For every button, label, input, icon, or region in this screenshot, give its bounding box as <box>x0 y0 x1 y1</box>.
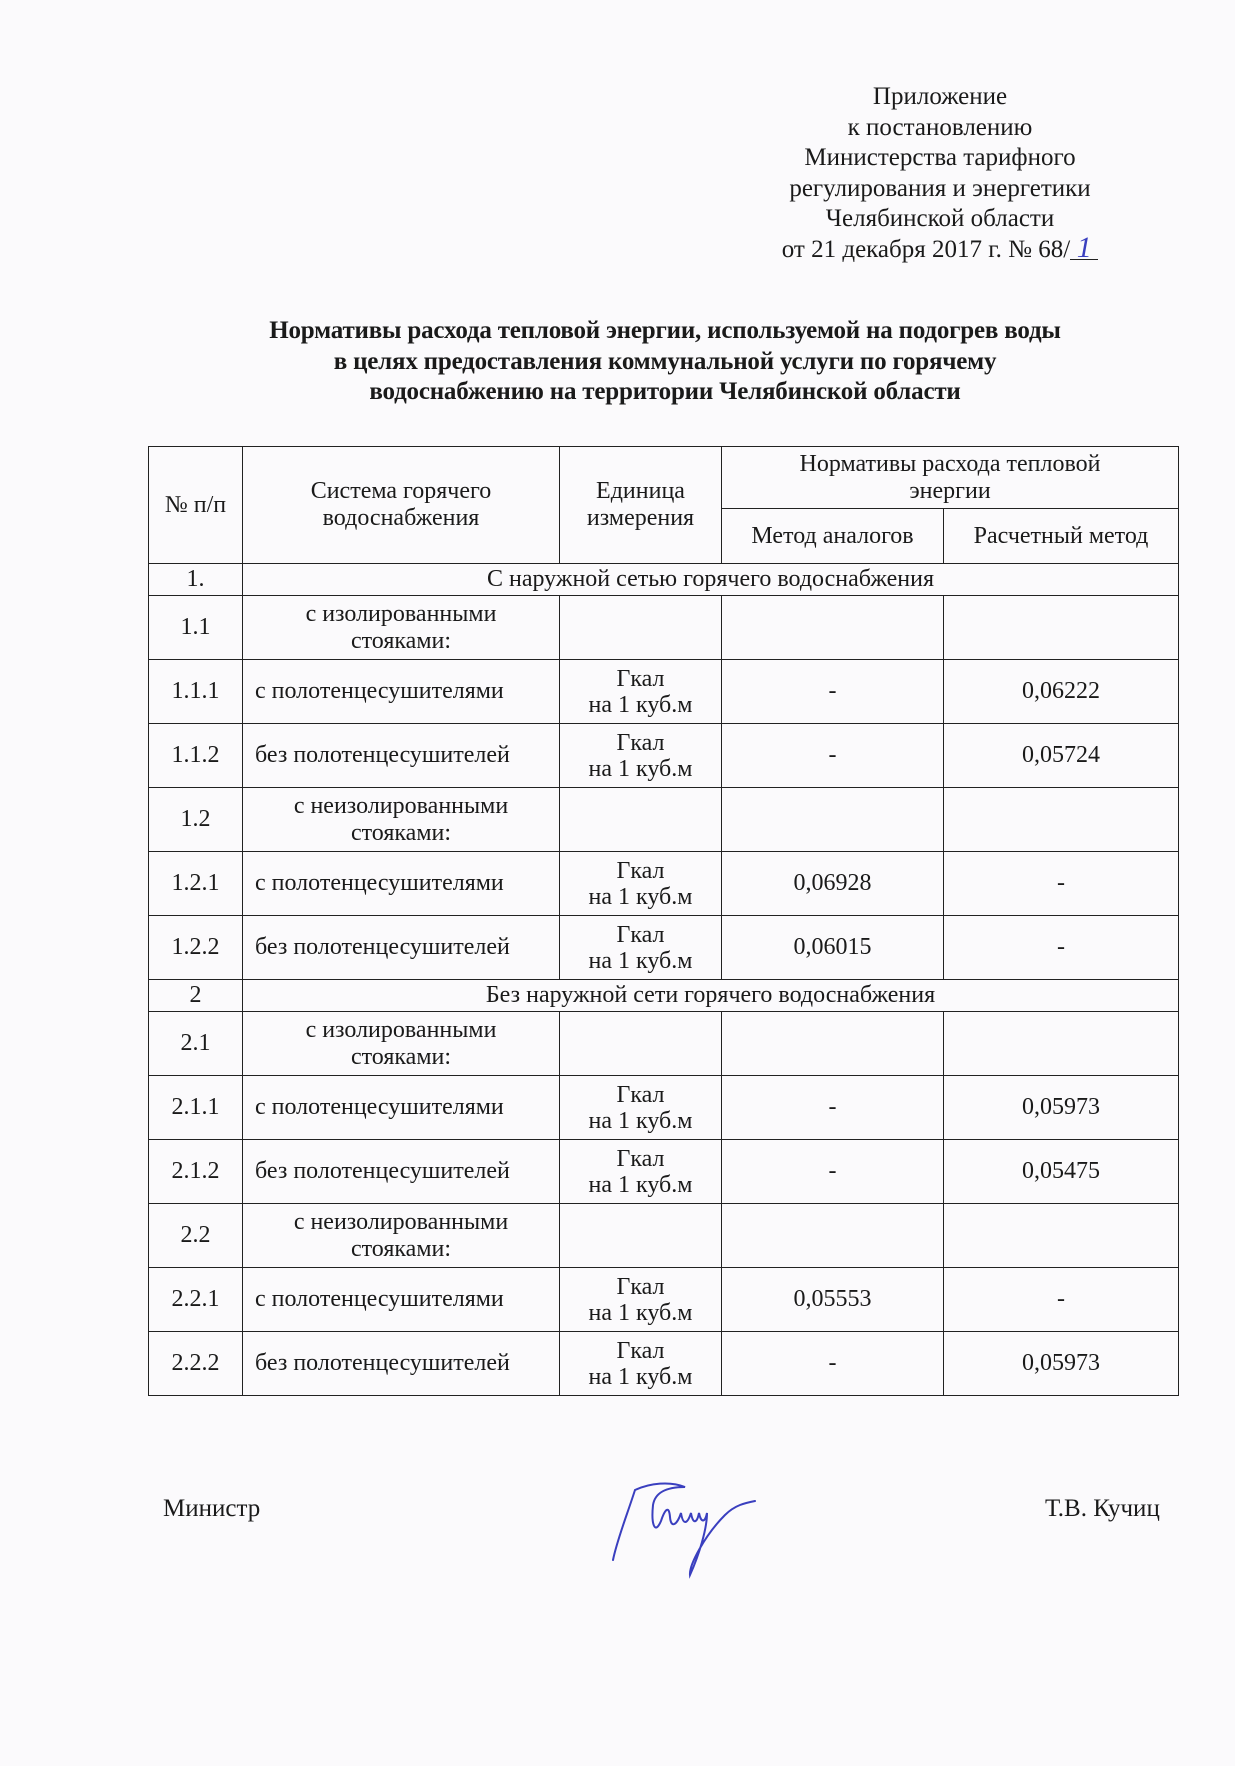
row-system: без полотенцесушителей <box>243 916 560 980</box>
row-calc-value: - <box>944 852 1179 916</box>
document-title <box>150 316 1180 408</box>
row-unit <box>560 788 722 852</box>
unit-line-2: на 1 куб.м <box>588 1107 693 1134</box>
row-num: 1.2 <box>149 788 243 852</box>
row-num: 1.2.1 <box>149 852 243 916</box>
row-analog-value: 0,06015 <box>722 916 944 980</box>
unit-line-2: на 1 куб.м <box>588 691 693 718</box>
row-unit <box>560 1012 722 1076</box>
row-calc-value: - <box>944 916 1179 980</box>
appendix-line: Приложение <box>872 83 1008 110</box>
appendix-date-text: от 21 декабря 2017 г. № 68/ <box>781 235 1071 263</box>
row-calc-value: - <box>944 1268 1179 1332</box>
row-num: 2.1 <box>149 1012 243 1076</box>
row-analog-value <box>722 596 944 660</box>
table-header-row <box>149 447 1179 509</box>
row-calc-value <box>944 788 1179 852</box>
row-analog-value <box>722 1012 944 1076</box>
table-row <box>149 1076 1179 1140</box>
row-unit <box>560 852 722 916</box>
row-unit <box>560 1204 722 1268</box>
row-system: с полотенцесушителями <box>243 660 560 724</box>
row-system: с полотенцесушителями <box>243 852 560 916</box>
row-unit <box>560 1140 722 1204</box>
section-num: 1. <box>149 564 243 596</box>
table-row <box>149 660 1179 724</box>
row-analog-value <box>722 1204 944 1268</box>
section-row <box>149 980 1179 1012</box>
unit-line-2: на 1 куб.м <box>588 883 693 910</box>
row-analog-value: 0,06928 <box>722 852 944 916</box>
handwritten-number: 1 <box>1070 237 1098 260</box>
row-unit <box>560 724 722 788</box>
table-row <box>149 788 1179 852</box>
title-line: Нормативы расхода тепловой энергии, используемой на подогрев воды <box>269 317 1061 344</box>
minister-title: Министр <box>163 1495 261 1522</box>
row-num: 2.2 <box>149 1204 243 1268</box>
row-system: с изолированными стояками: <box>243 1012 560 1076</box>
row-analog-value: - <box>722 1076 944 1140</box>
signature-icon <box>595 1465 855 1585</box>
row-unit <box>560 660 722 724</box>
row-unit <box>560 596 722 660</box>
row-system: без полотенцесушителей <box>243 1140 560 1204</box>
unit-line-2: на 1 куб.м <box>588 947 693 974</box>
unit-line-1: Гкал <box>616 1337 665 1364</box>
row-num: 2.1.2 <box>149 1140 243 1204</box>
table-row <box>149 1332 1179 1396</box>
table-body <box>149 564 1179 1396</box>
header-system <box>243 447 560 564</box>
row-calc-value <box>944 1204 1179 1268</box>
appendix-date-line <box>740 230 1140 266</box>
row-num: 1.1 <box>149 596 243 660</box>
unit-line-1: Гкал <box>616 1273 665 1300</box>
row-unit <box>560 1268 722 1332</box>
row-analog-value: - <box>722 724 944 788</box>
row-num: 1.2.2 <box>149 916 243 980</box>
row-num: 1.1.1 <box>149 660 243 724</box>
row-num: 1.1.2 <box>149 724 243 788</box>
row-unit <box>560 1076 722 1140</box>
table-row <box>149 724 1179 788</box>
section-row <box>149 564 1179 596</box>
table-row <box>149 1012 1179 1076</box>
row-system: с полотенцесушителями <box>243 1268 560 1332</box>
table-row <box>149 1268 1179 1332</box>
row-calc-value: 0,05973 <box>944 1332 1179 1396</box>
row-calc-value: 0,05724 <box>944 724 1179 788</box>
appendix-header <box>740 82 1140 265</box>
appendix-line: Челябинской области <box>825 205 1055 232</box>
header-unit <box>560 447 722 564</box>
unit-line-1: Гкал <box>616 729 665 756</box>
header-norms <box>722 447 1179 509</box>
norms-table <box>148 446 1179 1396</box>
section-title: Без наружной сети горячего водоснабжения <box>243 980 1179 1012</box>
row-system: без полотенцесушителей <box>243 1332 560 1396</box>
row-calc-value <box>944 1012 1179 1076</box>
unit-line-2: на 1 куб.м <box>588 1171 693 1198</box>
unit-line-1: Гкал <box>616 921 665 948</box>
unit-line-1: Гкал <box>616 665 665 692</box>
title-line: водоснабжению на территории Челябинской области <box>369 378 961 405</box>
table-row <box>149 1140 1179 1204</box>
row-system: с неизолированными стояками: <box>243 1204 560 1268</box>
table-row <box>149 1204 1179 1268</box>
appendix-line: Министерства тарифного <box>804 144 1076 171</box>
row-calc-value: 0,06222 <box>944 660 1179 724</box>
row-analog-value: 0,05553 <box>722 1268 944 1332</box>
row-num: 2.2.2 <box>149 1332 243 1396</box>
section-num: 2 <box>149 980 243 1012</box>
header-system-text: Система горячего водоснабжения <box>310 478 492 531</box>
table-row <box>149 916 1179 980</box>
unit-line-1: Гкал <box>616 857 665 884</box>
row-analog-value: - <box>722 660 944 724</box>
row-system: с изолированными стояками: <box>243 596 560 660</box>
table-row <box>149 852 1179 916</box>
row-unit <box>560 916 722 980</box>
unit-line-2: на 1 куб.м <box>588 1299 693 1326</box>
unit-line-1: Гкал <box>616 1145 665 1172</box>
row-system: с полотенцесушителями <box>243 1076 560 1140</box>
row-system: с неизолированными стояками: <box>243 788 560 852</box>
row-analog-value: - <box>722 1332 944 1396</box>
header-unit-text: Единица измерения <box>586 478 695 531</box>
header-num: № п/п <box>149 447 243 564</box>
row-num: 2.2.1 <box>149 1268 243 1332</box>
section-title: С наружной сетью горячего водоснабжения <box>243 564 1179 596</box>
appendix-line: регулирования и энергетики <box>789 174 1091 202</box>
row-num: 2.1.1 <box>149 1076 243 1140</box>
row-analog-value: - <box>722 1140 944 1204</box>
row-analog-value <box>722 788 944 852</box>
row-calc-value <box>944 596 1179 660</box>
header-analog: Метод аналогов <box>722 509 944 564</box>
table-row <box>149 596 1179 660</box>
row-calc-value: 0,05475 <box>944 1140 1179 1204</box>
unit-line-2: на 1 куб.м <box>588 755 693 782</box>
row-system: без полотенцесушителей <box>243 724 560 788</box>
unit-line-2: на 1 куб.м <box>588 1363 693 1390</box>
header-calc: Расчетный метод <box>944 509 1179 564</box>
row-unit <box>560 1332 722 1396</box>
title-line: в целях предоставления коммунальной услуги по горячему <box>333 347 997 375</box>
appendix-line: к постановлению <box>847 113 1033 141</box>
signer-name: Т.В. Кучиц <box>1045 1495 1160 1522</box>
unit-line-1: Гкал <box>616 1081 665 1108</box>
header-norms-text: Нормативы расхода тепловой энергии <box>799 450 1101 504</box>
row-calc-value: 0,05973 <box>944 1076 1179 1140</box>
